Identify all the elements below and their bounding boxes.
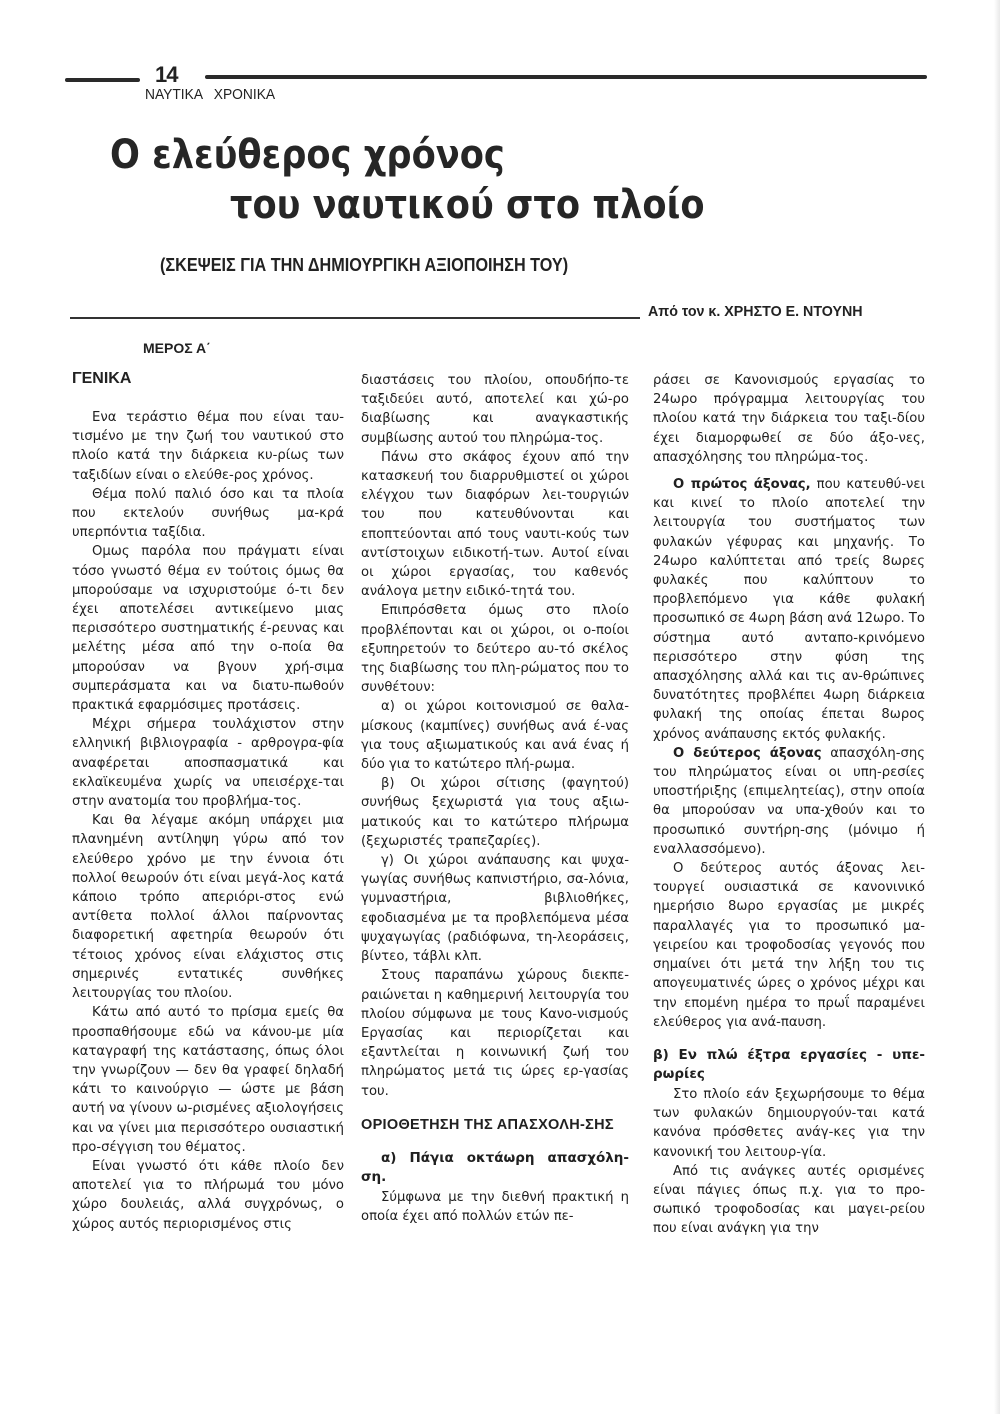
- article-title-line-2: του ναυτικού στο πλοίο: [230, 182, 705, 228]
- subheading-overtime: β) Εν πλώ έξτρα εργασίες - υπε-ρωρίες: [653, 1046, 925, 1083]
- article-title-line-1: Ο ελεύθερος χρόνος: [110, 132, 505, 178]
- emphasis-second-axis: Ο δεύτερος άξονας: [673, 745, 822, 761]
- paragraph: Κάτω από αυτό το πρίσμα εμείς θα προσπαθήσουμε εδώ να κάνου-με μία καταγραφή της κατάστασης, όπως όλοι την γνωρίζουν — δεν θα γραφεί δηλαδή κάτι το καινούργιο — ώστε με βάση αυτή να γίνουν ω-ρισμένες αξιολογήσεις και να γίνει μια περισσότερο ουσιαστική προ-σέγγιση του θέματος.: [72, 1005, 344, 1155]
- text-column-1: [72, 408, 344, 1234]
- list-item-b: β) Οι χώροι σίτισης (φαγητού) συνήθως ξεχωριστά για τους αξιω-ματικούς και το κατώτερο πλήρωμα (ξεχωριστές τραπεζαρίες).: [361, 776, 629, 849]
- paragraph-text: απασχόλη-σης του πληρώματος είναι οι υπη-ρεσίες υποστήριξης (επιμελητείας), στην οποία θα μπορούσαν να υπα-χθούν και το προσωπικό συντήρη-σης (μόνιμο ή εναλλασσόμενο).: [653, 745, 925, 857]
- paragraph: Πάνω στο σκάφος έχουν από την κατασκευή του διαρρυθμιστεί οι χώροι ελέγχου των διαφόρων λει-τουργιών του που κατευθύνονται και εποπτεύονται από τους ναυτι-κούς των αντίστοιχων ειδικοτή-των. Αυτοί είναι οι χώροι εργασίας, του καθενός ανάλογα μετην ειδικό-τητά του.: [361, 449, 629, 600]
- paragraph: ράσει σε Κανονισμούς εργασίας το 24ωρο πρόγραμμα λειτουργίας του πλοίου κατά την διάρκεια του ταξι-δίου έχει διαμορφωθεί σε δύο άξο-νες, απασχόλησης του πληρώμα-τος.: [653, 373, 925, 465]
- paragraph: Στο πλοίο εάν ξεχωρήσουμε το θέμα των φυλακών δημιουργούν-ται κατά κανόνα πρόσθετες ανάγ-κες για την κανονική του λειτουρ-γία.: [653, 1086, 925, 1160]
- paragraph: Και θα λέγαμε ακόμη υπάρχει μια πλανημένη αντίληψη γύρω από τον ελεύθερο χρόνο με την έννοια ότι πολλοί θεωρούν ότι είναι μεγά-λος κατά κάποιο τρόπο απεριόρι-στος ενώ αντίθετα πολλοί άλλοι παίρνοντας διαφορετική αφετηρία θεωρούν ότι τέτοιος χρόνος είναι ελάχιστος στις σημερινές εντατικές συνθήκες λειτουργίας του πλοίου.: [72, 813, 344, 1002]
- byline-author: ΧΡΗΣΤΟ Ε. ΝΤΟΥΝΗ: [724, 303, 863, 320]
- paragraph-text: που κατευθύ-νει και κινεί το πλοίο αποτελεί την λειτουργία του συστήματος των φυλακών γέφυρας και μηχανής. Το 24ωρο καλύπτεται από τρείς 8ωρες φυλακές που καλύπτουν το προβλεπόμενο για κάθε φυλακή προσωπικό σε 4ωρη βάση ανά 12ωρο. Το σύστημα αυτό ανταπο-κρινόμενο περισσότερο στην φύση της απασχόλησης αλλά και τις αν-θρώπινες δυνατότητες προβλέπει 4ωρη διάρκεια φυλακή της οποίας έπεται 8ωρος χρόνος ανάπαυσης εκτός φυλακής.: [653, 477, 925, 742]
- paragraph: [653, 475, 925, 744]
- part-label: ΜΕΡΟΣ Α΄: [143, 340, 211, 356]
- paragraph: Θέμα πολύ παλιό όσο και τα πλοία που εκτελούν συνήθως μα-κρά υπερπόντια ταξίδια.: [72, 486, 344, 541]
- publication-name: ΝΑΥΤΙΚΑ ΧΡΟΝΙΚΑ: [145, 86, 276, 103]
- list-item-c: γ) Οι χώροι ανάπαυσης και ψυχα-γωγίας συνήθως καπνιστήριο, σα-λόνια, γυμναστήρια, βιβλιοθήκες, εφοδιασμένα με τα προβλεπόμενα μέσα ψυχαγωγίας (ραδιόφωνα, τη-λεοράσεις, βίντεο, τάβλι κλπ.: [361, 853, 629, 965]
- paragraph: διαστάσεις του πλοίου, οπουδήπο-τε ταξιδεύει αυτό, αποτελεί και χώ-ρο διαβίωσης και αναγκαστικής συμβίωσης αυτού του πληρώμα-τος.: [361, 373, 629, 446]
- paragraph: Από τις ανάγκες αυτές ορισμένες είναι πάγιες όπως π.χ. για το προ-σωπικό τροφοδοσίας και μαγει-ρείου που είναι ανάγκη για την: [653, 1163, 925, 1237]
- paragraph: Ομως παρόλα που πράγματι είναι τόσο γνωστό θέμα εν τούτοις όμως θα μπορούσαμε να ισχυριστούμε ό-τι δεν έχει αποτελέσει αντικείμενο μιας περισσότερο συστηματικής έ-ρευνας και μελέτης μέσα από την ο-ποία θα μπορούσαν να βγουν χρή-σιμα συμπεράσματα και να διατυ-πωθούν πρακτικά εφαρμόσιμες προτάσεις.: [72, 544, 344, 714]
- paragraph: Επιπρόσθετα όμως στο πλοίο προβλέπονται και οι χώροι, οι ο-ποίοι εξυπηρετούν το δεύτερο αυ-τό σκέλος της διαβίωσης του πλη-ρώματος που το συνθέτουν:: [361, 603, 629, 696]
- article-subtitle: (ΣΚΕΨΕΙΣ ΓΙΑ ΤΗΝ ΔΗΜΙΟΥΡΓΙΚΗ ΑΞΙΟΠΟΙΗΣΗ ΤΟΥ): [160, 255, 569, 275]
- text-column-3: [653, 371, 925, 1239]
- subheading-fixed-eight-hour: α) Πάγια οκτάωρη απασχόλη-ση.: [361, 1149, 629, 1186]
- header-right-rule: [205, 75, 927, 79]
- paragraph: Ενα τεράστιο θέμα που είναι ταυ-τισμένο με την ζωή του ναυτικού στο πλοίο κατά την διάρκεια κυ-ρίως των ταξιδίων είναι ο ελεύθε-ρος χρόνος.: [72, 410, 344, 483]
- header-left-rule: [65, 78, 140, 82]
- byline-rule: [70, 317, 640, 319]
- list-item-a: α) οι χώροι κοιτονισμού σε θαλα-μίσκους (καμπίνες) συνήθως ανά έ-νας για τους αξιωματικούς και ανά ένας ή δύο για το κατώτερο πλή-ρωμα.: [361, 699, 629, 773]
- page-number: 14: [155, 62, 178, 87]
- byline: [648, 303, 863, 320]
- paragraph: Ο δεύτερος αυτός άξονας λει-τουργεί ουσιαστικά σε κανονινικό ημερήσιο 8ωρο εργασίας με μικρές παραλλαγές για το προσωπικό μα-γειρείου και τροφοδοσίας γεγονός που σημαίνει ότι μετά την λήξη του τις απογευματινές ώρες ο χρόνος μέχρι και την επομένη ημέρα το πρωΐ παραμένει ελεύθερος για ανά-παυση.: [653, 861, 925, 1030]
- page-edge-shadow: [994, 0, 1000, 1414]
- text-column-2: [361, 371, 629, 1226]
- section-heading-general: ΓΕΝΙΚΑ: [72, 370, 132, 387]
- section-heading-employment-limits: ΟΡΙΟΘΕΤΗΣΗ ΤΗΣ ΑΠΑΣΧΟΛΗ-ΣΗΣ: [361, 1116, 614, 1133]
- paragraph: Μέχρι σήμερα τουλάχιστον στην ελληνική βιβλιογραφία - αρθρογρα-φία αναφέρεται αποσπασματικά και εκλαϊκευμένα χωρίς να υπεισέρχε-ται στην ανατομία του προβλήμα-τος.: [72, 717, 344, 810]
- paragraph: Σύμφωνα με την διεθνή πρακτική η οποία έχει από πολλών ετών πε-: [361, 1189, 629, 1224]
- paragraph: [653, 744, 925, 859]
- emphasis-first-axis: Ο πρώτος άξονας,: [673, 477, 811, 493]
- byline-prefix: Από τον κ.: [648, 303, 721, 320]
- paragraph: Στους παραπάνω χώρους διεκπε-ραιώνεται η καθημερινή λειτουργία του πλοίου σύμφωνα με τους Κανο-νισμούς Εργασίας και περιορίζεται και εξαντλείται η κοινωνική ζωή του πληρώματος μετά τις ώρες ερ-γασίας του.: [361, 968, 629, 1099]
- paragraph: Είναι γνωστό ότι κάθε πλοίο δεν αποτελεί για το πλήρωμά του μόνο χώρο δουλειάς, αλλά συγχρόνως, ο χώρος αυτός περιορισμένος στις: [72, 1158, 344, 1232]
